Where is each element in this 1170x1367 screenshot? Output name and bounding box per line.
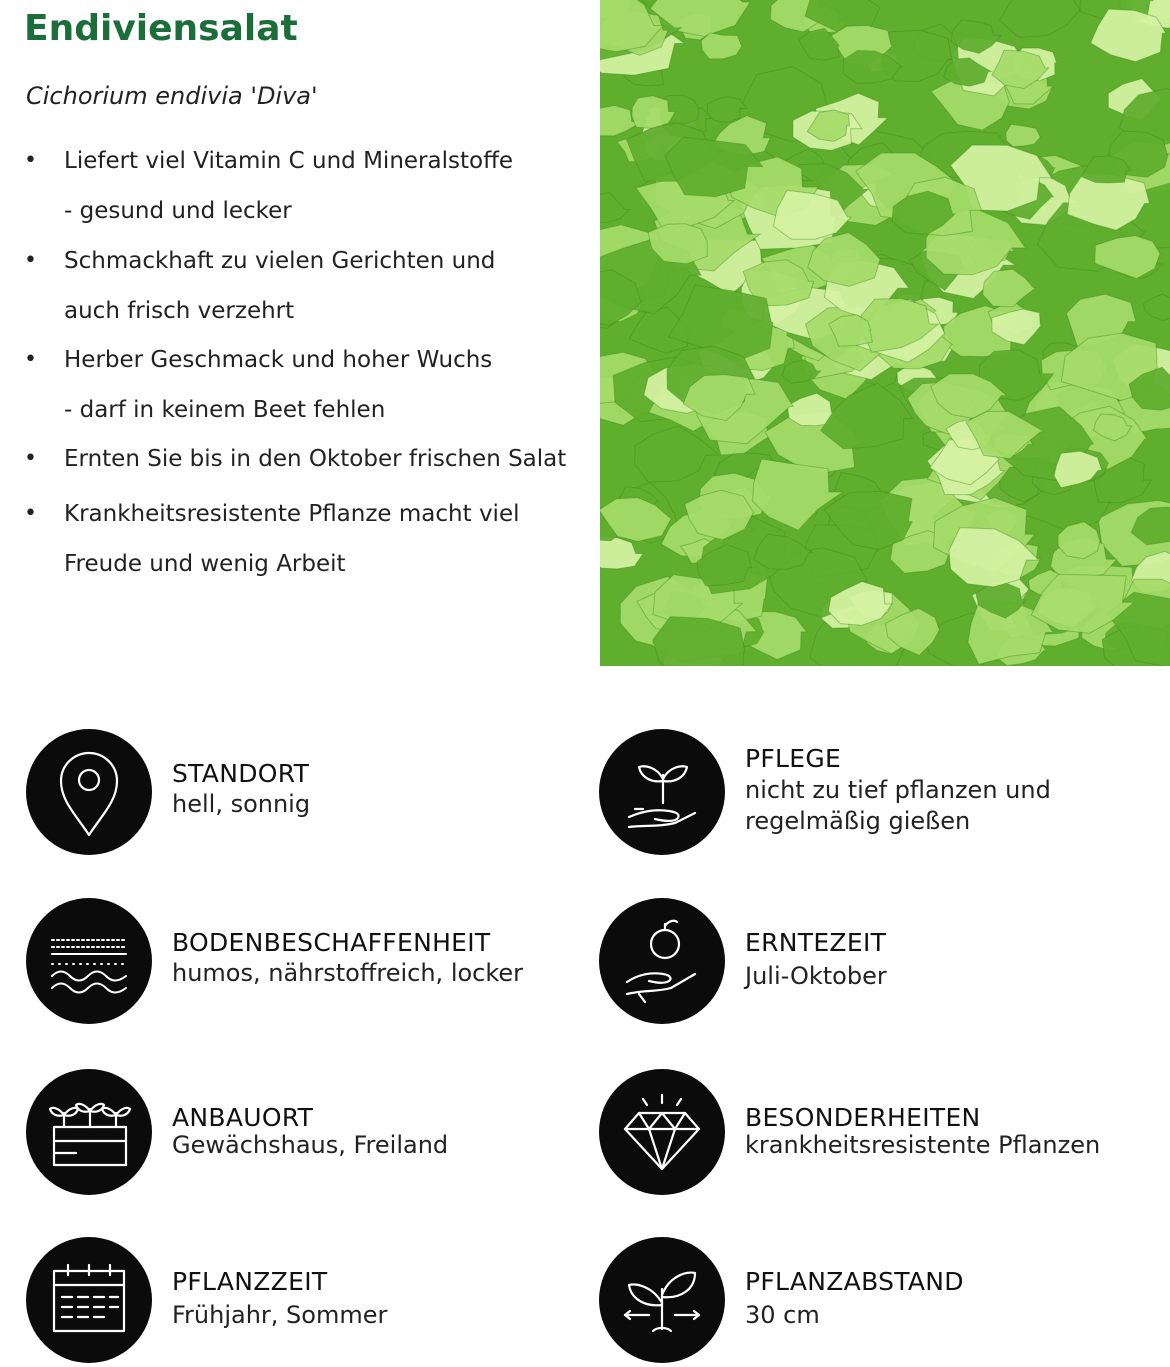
- plant-in-hand-icon: [599, 729, 725, 855]
- info-value: regelmäßig gießen: [745, 806, 970, 837]
- info-value: nicht zu tief pflanzen und: [745, 775, 1051, 806]
- info-standort: [26, 729, 586, 859]
- feature-line: Herber Geschmack und hoher Wuchs: [64, 335, 492, 385]
- feature-text: [64, 335, 492, 435]
- feature-line: - darf in keinem Beet fehlen: [64, 385, 492, 435]
- info-label: ANBAUORT: [172, 1103, 313, 1133]
- info-value: Frühjahr, Sommer: [172, 1300, 387, 1331]
- info-value: krankheitsresistente Pflanzen: [745, 1130, 1100, 1161]
- bullet: •: [24, 345, 37, 375]
- diamond-icon: [599, 1069, 725, 1195]
- info-pflanzabstand: [599, 1237, 1159, 1367]
- info-label: PFLANZZEIT: [172, 1267, 327, 1297]
- info-pflanzzeit: [26, 1237, 586, 1367]
- lettuce-photo: [600, 0, 1170, 666]
- fruit-in-hand-icon: [599, 898, 725, 1024]
- planter-box-icon: [26, 1069, 152, 1195]
- info-bodenbeschaffenheit: [26, 898, 586, 1028]
- info-label: ERNTEZEIT: [745, 928, 886, 958]
- bullet: •: [24, 146, 37, 176]
- latin-name: Cichorium endivia 'Diva': [26, 82, 318, 110]
- feature-line: Krankheitsresistente Pflanze macht viel: [64, 489, 520, 539]
- feature-line: auch frisch verzehrt: [64, 286, 495, 336]
- feature-text: [64, 434, 566, 484]
- lettuce-image: [600, 0, 1170, 666]
- bullet: •: [24, 444, 37, 474]
- info-label: STANDORT: [172, 759, 309, 789]
- bullet: •: [24, 499, 37, 529]
- feature-line: Ernten Sie bis in den Oktober frischen Salat: [64, 434, 566, 484]
- product-title: Endiviensalat: [24, 8, 298, 49]
- feature-line: Schmackhaft zu vielen Gerichten und: [64, 236, 495, 286]
- info-value: hell, sonnig: [172, 789, 310, 820]
- info-label: PFLEGE: [745, 744, 841, 774]
- info-label: PFLANZABSTAND: [745, 1267, 964, 1297]
- feature-text: [64, 136, 513, 236]
- info-label: BESONDERHEITEN: [745, 1103, 981, 1133]
- plant-spacing-icon: [599, 1237, 725, 1363]
- info-value: Juli-Oktober: [745, 961, 887, 992]
- bullet: •: [24, 246, 37, 276]
- info-erntezeit: [599, 898, 1159, 1028]
- info-value: humos, nährstoffreich, locker: [172, 958, 523, 989]
- info-pflege: [599, 729, 1159, 859]
- leaf: [701, 33, 742, 59]
- feature-text: [64, 236, 495, 336]
- soil-layers-icon: [26, 898, 152, 1024]
- info-value: Gewächshaus, Freiland: [172, 1130, 448, 1161]
- info-besonderheiten: [599, 1069, 1159, 1199]
- location-pin-icon: [26, 729, 152, 855]
- feature-text: [64, 489, 520, 589]
- feature-line: Freude und wenig Arbeit: [64, 539, 520, 589]
- info-anbauort: [26, 1069, 586, 1199]
- info-label: BODENBESCHAFFENHEIT: [172, 928, 491, 958]
- calendar-icon: [26, 1237, 152, 1363]
- feature-line: Liefert viel Vitamin C und Mineralstoffe: [64, 136, 513, 186]
- info-value: 30 cm: [745, 1300, 820, 1331]
- feature-line: - gesund und lecker: [64, 186, 513, 236]
